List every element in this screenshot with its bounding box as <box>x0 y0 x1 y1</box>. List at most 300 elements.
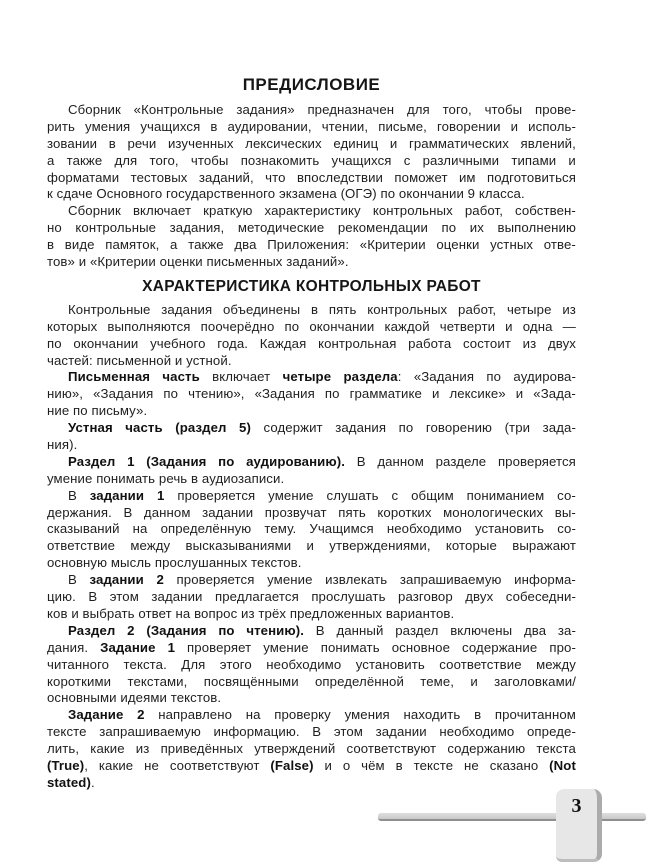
word: предлагается <box>215 589 299 605</box>
text-line <box>47 572 576 589</box>
text-line: ние по письму». <box>47 403 148 419</box>
text-line <box>47 538 576 555</box>
word: данный <box>336 622 384 638</box>
word: необходимо <box>439 724 515 740</box>
word: методические <box>237 220 325 236</box>
paragraph <box>47 454 576 488</box>
word: что <box>265 169 286 185</box>
word: из <box>135 741 150 757</box>
word: проверку <box>274 707 331 723</box>
word: лексике» <box>449 386 506 402</box>
word: единиц <box>333 135 379 151</box>
word: пять <box>328 301 357 317</box>
word: со- <box>557 487 576 503</box>
word: в <box>210 118 218 134</box>
word: того, <box>442 102 472 117</box>
word: контрольная <box>318 335 397 351</box>
paragraph <box>47 572 576 623</box>
word: В <box>88 589 98 605</box>
word: читанного <box>47 656 110 672</box>
word: и <box>515 386 524 402</box>
text-block <box>47 0 576 792</box>
word: общим <box>411 487 454 503</box>
word: В <box>123 504 133 520</box>
word: основное <box>391 639 451 655</box>
word: пониманием <box>466 487 545 503</box>
word: по <box>284 318 300 334</box>
word: необходимо <box>266 656 342 672</box>
word: часть <box>162 369 200 385</box>
word: включает <box>212 369 271 385</box>
word: короткими <box>47 673 112 689</box>
word: по <box>398 420 414 436</box>
word: для <box>114 152 138 168</box>
word: проверяет <box>187 639 252 655</box>
word: содержание <box>462 639 538 655</box>
word: чтобы <box>484 102 523 117</box>
word: этом <box>333 724 363 740</box>
word: задания <box>161 301 213 317</box>
word: В <box>68 572 77 588</box>
word: установить <box>355 656 425 672</box>
word: задания, <box>169 220 225 236</box>
word: речи <box>127 135 157 151</box>
text-line: ния). <box>47 437 78 453</box>
word: утверждений <box>254 741 336 757</box>
word: в <box>310 301 319 317</box>
word: в <box>47 237 55 253</box>
text-line: умение понимать речь в аудиозаписи. <box>47 470 285 486</box>
word: определённую <box>160 521 252 537</box>
word: посвящёнными <box>203 673 299 689</box>
word: учебного <box>150 335 206 351</box>
word: установить <box>474 521 545 537</box>
text-line <box>47 741 576 758</box>
word: этом <box>109 589 139 605</box>
word: а <box>47 152 55 168</box>
paragraph <box>47 623 576 707</box>
word: по <box>218 622 235 638</box>
word: двух <box>465 589 494 605</box>
word: задания <box>335 420 387 436</box>
word: также <box>66 152 103 168</box>
word: 1 <box>167 639 176 655</box>
text-line <box>47 724 576 741</box>
word: Сборник <box>68 102 121 117</box>
word: приведённых <box>160 741 244 757</box>
text-line <box>47 521 576 538</box>
paragraph <box>47 302 576 370</box>
word: разговор <box>398 589 453 605</box>
word: умения <box>85 118 131 134</box>
word: тексте <box>413 757 454 773</box>
text-line <box>47 454 576 471</box>
word: познакомить <box>240 152 320 168</box>
word: в <box>474 707 482 723</box>
word: по <box>486 369 502 385</box>
word: пять <box>338 504 366 520</box>
word: и <box>389 135 398 151</box>
word: 2 <box>156 572 164 588</box>
word: Сборник <box>68 203 121 219</box>
word: и <box>505 318 513 334</box>
word: состоит <box>462 335 511 351</box>
word: умение <box>267 572 313 588</box>
text-line <box>47 657 576 674</box>
word: сказываний <box>47 521 120 537</box>
word: проверяется <box>176 572 255 588</box>
text-line <box>47 488 576 505</box>
word: проверяется <box>177 487 256 503</box>
word: «Задания <box>254 386 315 402</box>
word: текста. <box>123 656 167 672</box>
word: окончании <box>309 318 375 334</box>
word: одна <box>522 318 553 334</box>
text-line <box>47 640 576 657</box>
paragraph <box>47 203 576 271</box>
word: (Задания <box>146 622 207 638</box>
word: объединены <box>222 301 301 317</box>
word: и <box>510 118 519 134</box>
word: учащихся <box>140 118 201 134</box>
word: работ, <box>458 301 497 317</box>
word: Раздел <box>68 453 116 469</box>
preface-title: ПРЕДИСЛОВИЕ <box>242 75 381 94</box>
word: включены <box>450 622 513 638</box>
word: им <box>458 169 476 185</box>
word: лексических <box>245 135 322 151</box>
word: «Задания <box>413 369 475 385</box>
word: заголовками/ <box>494 673 576 689</box>
word: (раздел <box>175 420 227 436</box>
word: определённой <box>314 673 404 689</box>
word: умение <box>263 639 309 655</box>
text-line <box>47 102 576 119</box>
word: выражают <box>512 538 576 554</box>
word: поможет <box>394 169 448 185</box>
word: грамматике <box>349 386 422 402</box>
word: с <box>403 152 411 168</box>
word: прослушать <box>311 589 386 605</box>
word: Письменная <box>68 369 151 385</box>
word: чтении, <box>321 118 369 134</box>
word: поочерёдно <box>200 318 275 334</box>
word: зовании <box>47 135 98 151</box>
word: задании <box>151 589 203 605</box>
word: изученных <box>167 135 234 151</box>
word: оценки <box>436 237 480 253</box>
word: исполь- <box>528 118 576 134</box>
word: 2 <box>127 622 135 638</box>
word: Приложения: <box>267 237 350 253</box>
word: характеристику <box>264 203 361 219</box>
word: «Критерии <box>359 237 426 253</box>
word: Задание <box>100 639 156 655</box>
word: в <box>395 757 403 773</box>
word: для <box>406 102 430 117</box>
word: чём <box>361 757 385 773</box>
word: а <box>170 237 178 253</box>
word: лить, <box>47 741 80 757</box>
word: и <box>568 152 576 168</box>
word: раздел <box>395 622 439 638</box>
word: по <box>324 386 340 402</box>
word: говорении <box>436 118 501 134</box>
text-line <box>47 237 576 254</box>
word: высказываниями <box>185 538 292 554</box>
text-line <box>47 153 576 170</box>
word: теме, <box>420 673 455 689</box>
word: окончании <box>73 335 139 351</box>
word: и <box>431 386 440 402</box>
word: из <box>522 335 537 351</box>
word: понимать <box>320 639 380 655</box>
word: памяток, <box>105 237 160 253</box>
word: из <box>562 301 576 317</box>
word: но <box>47 220 62 236</box>
word: умения <box>344 707 390 723</box>
word: не <box>144 757 159 773</box>
word: заданий, <box>198 169 254 185</box>
word: рекомендации <box>337 220 428 236</box>
word: четверти <box>439 318 496 334</box>
word: о <box>342 757 351 773</box>
word: их <box>469 220 484 236</box>
word: ответствие <box>47 538 116 554</box>
text-line: к сдаче Основного государственного экзамена (ОГЭ) по окончании 9 класса. <box>47 186 525 202</box>
word: каждой <box>384 318 430 334</box>
word: задании <box>89 572 144 588</box>
paragraph <box>47 102 576 203</box>
word: (Not <box>549 757 576 773</box>
footer-rule <box>378 813 646 821</box>
word: того, <box>149 152 179 168</box>
word: В <box>312 724 322 740</box>
word: (три <box>504 420 531 436</box>
text-line: основную мысль прослушанных текстов. <box>47 555 302 571</box>
word: какие <box>90 741 125 757</box>
word: проверяется <box>497 453 576 469</box>
word: по <box>47 335 62 351</box>
word: чтению», <box>188 386 245 402</box>
word: Учащимся <box>309 521 374 537</box>
word: Для <box>181 656 206 672</box>
word: по <box>163 386 179 402</box>
word: работ, <box>464 203 503 219</box>
word: контрольных <box>367 301 448 317</box>
word: текстами, <box>127 673 188 689</box>
word: «Контрольные <box>133 102 224 117</box>
word: которые <box>445 538 497 554</box>
paragraph <box>47 420 576 454</box>
word: текста <box>536 741 576 757</box>
word: запрашиваемую <box>99 724 201 740</box>
word: прозвучат <box>264 504 327 520</box>
text-line <box>47 302 576 319</box>
word: предназначен <box>307 102 395 117</box>
word: информацию. <box>213 724 300 740</box>
word: краткую <box>203 203 253 219</box>
word: работа <box>408 335 452 351</box>
word: про- <box>549 639 576 655</box>
word: за- <box>557 622 576 638</box>
word: письме, <box>378 118 427 134</box>
word: контрольных <box>372 203 453 219</box>
word: задания» <box>236 102 295 117</box>
word: дания. <box>47 639 89 655</box>
word: данном <box>377 453 424 469</box>
text-line <box>47 623 576 640</box>
word: собеседни- <box>505 589 576 605</box>
text-line: stated). <box>47 774 95 790</box>
word: задании <box>202 504 254 520</box>
word: содержанию <box>447 741 526 757</box>
word: данном <box>143 504 191 520</box>
text-line: тов» и «Критерии оценки письменных заданий». <box>47 254 349 270</box>
word: монологических <box>443 504 544 520</box>
word: «Задания <box>93 386 154 402</box>
word: соответствуют <box>346 741 437 757</box>
text-line: ков и выбрать ответ на вопрос из трёх предложенных вариантов. <box>47 605 455 621</box>
word: года. <box>217 335 249 351</box>
word: — <box>562 318 576 334</box>
word: Каждая <box>259 335 307 351</box>
word: со- <box>557 521 576 537</box>
word: Контрольные <box>68 301 151 317</box>
word: учащихся <box>331 152 392 168</box>
text-line <box>47 707 576 724</box>
word: 2 <box>137 707 145 723</box>
word: коротких <box>377 504 432 520</box>
word: 5) <box>239 420 251 436</box>
word: между <box>536 656 576 672</box>
word: также <box>188 237 224 253</box>
word: необходимо <box>386 521 462 537</box>
word: разделе <box>435 453 487 469</box>
word: собствен- <box>515 203 576 219</box>
text-line <box>47 505 576 522</box>
page-number-tab <box>556 789 602 862</box>
word: аудировании, <box>227 118 312 134</box>
text-line <box>47 136 576 153</box>
word: которых <box>47 318 98 334</box>
word: двух <box>548 335 576 351</box>
word: выполнению <box>497 220 576 236</box>
word: тестовых <box>130 169 188 185</box>
word: аудированию). <box>246 453 345 469</box>
word: и <box>470 673 478 689</box>
word: рить <box>47 118 76 134</box>
word: два <box>523 622 547 638</box>
word: держания. <box>47 504 112 520</box>
word: отве- <box>543 237 576 253</box>
paragraph <box>47 707 576 791</box>
word: тексте <box>47 724 87 740</box>
word: подготовиться <box>486 169 576 185</box>
word: (True), <box>47 757 88 773</box>
word: форматами <box>47 169 120 185</box>
word: два <box>234 237 257 253</box>
text-line <box>47 386 576 403</box>
word: раздела: <box>343 369 402 385</box>
word: содержит <box>263 420 323 436</box>
word: соответствие <box>439 656 522 672</box>
word: включает <box>132 203 192 219</box>
word: грамматических <box>408 135 509 151</box>
word: 1 <box>157 487 165 503</box>
word: выполняются <box>107 318 191 334</box>
word: прочитанном <box>494 707 576 723</box>
word: 1 <box>127 453 135 469</box>
word: с <box>391 487 399 503</box>
text-line <box>47 203 576 220</box>
word: между <box>130 538 171 554</box>
word: чтобы <box>190 152 229 168</box>
word: тему. <box>264 521 297 537</box>
text-line <box>47 674 576 691</box>
word: задании <box>375 724 427 740</box>
section-title: ХАРАКТЕРИСТИКА КОНТРОЛЬНЫХ РАБОТ <box>142 277 481 295</box>
word: сказано <box>489 757 539 773</box>
word: четыре <box>506 301 552 317</box>
word: виде <box>64 237 95 253</box>
word: соответствуют <box>169 757 260 773</box>
word: «Зада- <box>533 386 576 402</box>
word: Задание <box>68 707 124 723</box>
word: (Задания <box>146 453 207 469</box>
word: говорению <box>425 420 493 436</box>
word: цию. <box>47 589 76 605</box>
paragraph <box>47 488 576 572</box>
word: направлено <box>158 707 233 723</box>
word: информа- <box>514 572 576 588</box>
word: явлений, <box>520 135 576 151</box>
word: какие <box>98 757 134 773</box>
word: не <box>464 757 479 773</box>
text-line <box>47 336 576 353</box>
word: различными <box>422 152 500 168</box>
text-line <box>47 420 576 437</box>
word: чтению). <box>246 622 304 638</box>
word: и <box>324 757 332 773</box>
word: в <box>108 135 116 151</box>
word: Устная <box>68 420 113 436</box>
text-line <box>47 220 576 237</box>
word: В <box>68 487 77 503</box>
word: зада- <box>542 420 576 436</box>
text-line: частей: письменной и устной. <box>47 352 232 368</box>
word: находить <box>403 707 461 723</box>
word: по <box>441 220 457 236</box>
text-line <box>47 119 576 136</box>
text-line <box>47 369 576 386</box>
text-line <box>47 758 576 775</box>
word: устных <box>490 237 534 253</box>
word: контрольные <box>75 220 157 236</box>
text-line <box>47 589 576 606</box>
text-line <box>47 170 576 187</box>
text-line: основными идеями текстов. <box>47 690 222 706</box>
word: Раздел <box>68 622 116 638</box>
word: слушать <box>326 487 379 503</box>
word: вы- <box>554 504 576 520</box>
word: впоследствии <box>296 169 384 185</box>
word: запрашиваемую <box>399 572 502 588</box>
word: аудирова- <box>513 369 576 385</box>
word: (False) <box>270 757 314 773</box>
paragraph <box>47 369 576 420</box>
word: умение <box>268 487 314 503</box>
